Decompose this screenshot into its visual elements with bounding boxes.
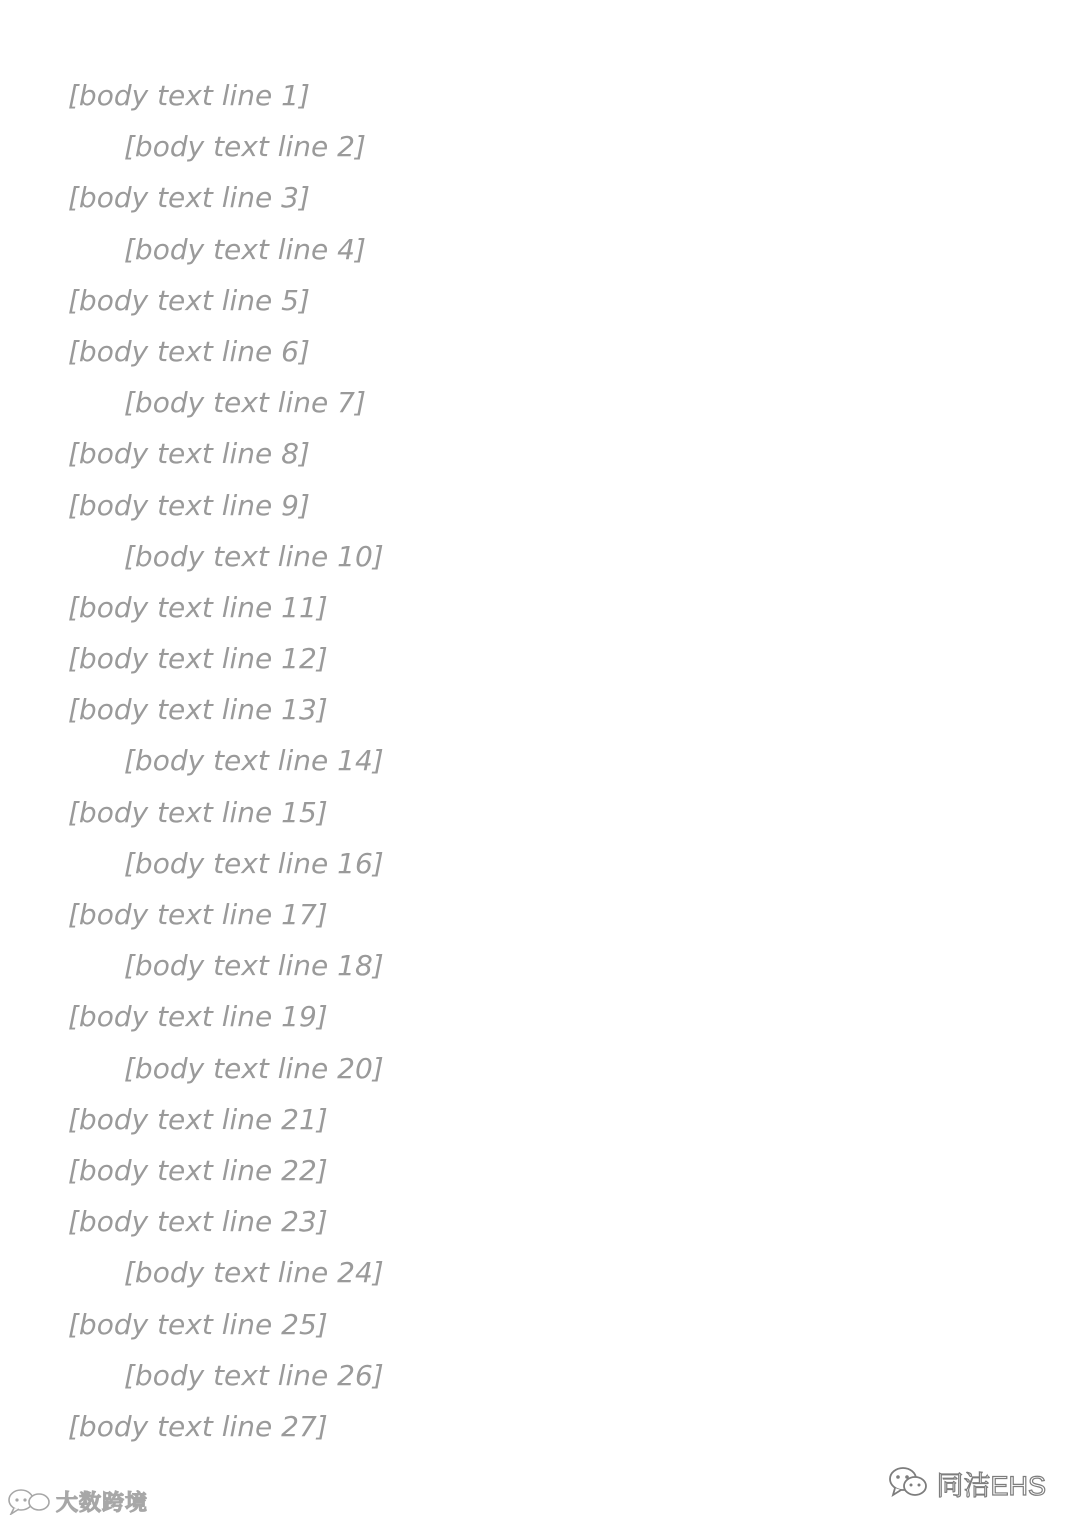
- text-line: [body text line 18]: [124, 949, 384, 983]
- watermark-left-text: 大数跨境: [56, 1490, 149, 1516]
- text-line: [body text line 16]: [124, 846, 384, 880]
- text-line: [body text line 17]: [68, 898, 328, 931]
- text-line: [body text line 24]: [124, 1256, 384, 1290]
- text-line: [body text line 25]: [68, 1307, 328, 1341]
- text-line: [body text line 6]: [68, 334, 310, 368]
- text-line: [body text line 9]: [68, 488, 310, 522]
- text-line: [body text line 3]: [68, 181, 310, 215]
- text-line: [body text line 13]: [68, 693, 328, 727]
- text-line: [body text line 19]: [68, 1000, 328, 1034]
- text-line: [body text line 10]: [124, 539, 384, 573]
- text-line: [body text line 7]: [124, 386, 366, 420]
- chat-bubble-icon: [6, 1487, 52, 1515]
- document-body: [68, 70, 1014, 1452]
- watermark-left: [6, 1484, 148, 1518]
- text-line: [body text line 14]: [124, 744, 384, 778]
- text-line: [body text line 8]: [68, 437, 310, 471]
- text-line: [body text line 2]: [124, 130, 366, 164]
- text-line: [body text line 15]: [68, 795, 328, 829]
- text-line: [body text line 11]: [68, 590, 328, 624]
- text-line: [body text line 27]: [68, 1409, 328, 1443]
- watermark-right-text: 同洁EHS: [936, 1470, 1046, 1501]
- text-line: [body text line 4]: [124, 232, 366, 266]
- text-line: [body text line 26]: [124, 1358, 384, 1392]
- text-line: [body text line 12]: [68, 642, 328, 676]
- watermark-right: [888, 1462, 1046, 1504]
- text-line: [body text line 21]: [68, 1102, 328, 1136]
- text-line: [body text line 23]: [68, 1205, 328, 1239]
- text-line: [body text line 5]: [68, 283, 310, 317]
- wechat-icon: [888, 1466, 928, 1500]
- text-line: [body text line 20]: [124, 1051, 384, 1085]
- text-line: [body text line 1]: [68, 79, 310, 112]
- text-line: [body text line 22]: [68, 1153, 328, 1187]
